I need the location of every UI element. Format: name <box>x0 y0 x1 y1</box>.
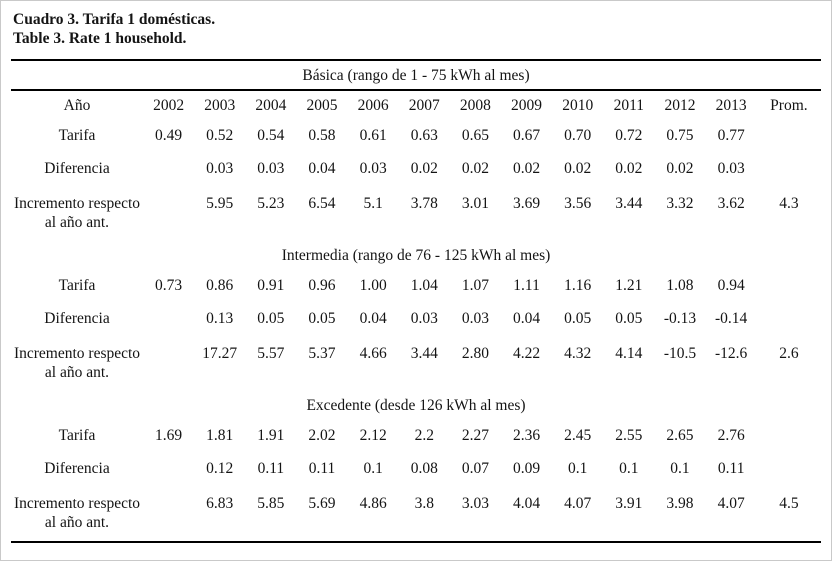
table-row <box>11 452 821 486</box>
year-column-header: 2007 <box>408 97 440 114</box>
cell-value <box>143 152 194 186</box>
cell-value: 3.03 <box>450 486 501 542</box>
cell-value: 4.04 <box>501 486 552 542</box>
cell-value: 1.07 <box>461 277 489 294</box>
cell-value: 0.58 <box>308 127 336 144</box>
cell-value: 0.02 <box>512 160 541 177</box>
table-row <box>11 152 821 186</box>
cell-value: 5.95 <box>206 195 234 212</box>
cell-value: 2.02 <box>308 427 336 444</box>
year-column-header: 2005 <box>306 97 338 114</box>
cell-value: 5.69 <box>296 486 347 542</box>
cell-value: 0.09 <box>512 460 541 477</box>
cell-value: 1.16 <box>564 277 592 294</box>
cell-value: 4.07 <box>552 486 603 542</box>
cell-value: 0.04 <box>512 310 541 327</box>
cell-value: 2.80 <box>461 345 489 362</box>
cell-value: 0.1 <box>568 460 588 477</box>
cell-value: 4.07 <box>706 486 757 542</box>
cell-value: 1.11 <box>513 277 540 294</box>
cell-value: 2.36 <box>512 427 541 444</box>
cell-value: 0.12 <box>206 460 234 477</box>
prom-value <box>757 152 821 186</box>
cell-value: 0.86 <box>206 277 234 294</box>
cell-value: 0.65 <box>461 127 489 144</box>
cell-value: 0.02 <box>615 160 643 177</box>
cell-value: 4.32 <box>564 345 592 362</box>
table-row <box>11 419 821 452</box>
table-row <box>11 336 821 391</box>
cell-value: 5.37 <box>308 345 336 362</box>
cell-value: 0.05 <box>615 310 643 327</box>
cell-value: 0.13 <box>206 310 234 327</box>
cell-value: 0.04 <box>308 160 336 177</box>
row-label: Tarifa <box>58 127 96 144</box>
table-row <box>11 119 821 152</box>
cell-value: 3.01 <box>461 195 489 212</box>
cell-value <box>143 186 194 241</box>
cell-value: 0.02 <box>461 160 489 177</box>
cell-value: 0.1 <box>619 460 639 477</box>
cell-value: 0.03 <box>410 310 438 327</box>
cell-value: 3.56 <box>564 195 592 212</box>
cell-value <box>143 486 194 542</box>
cell-value: 0.05 <box>257 310 285 327</box>
caption-english: Table 3. Rate 1 household. <box>13 30 187 47</box>
year-column-header: 2012 <box>664 97 696 114</box>
cell-value: 0.03 <box>257 160 285 177</box>
cell-value: 0.11 <box>257 460 285 477</box>
cell-value: 4.22 <box>512 345 541 362</box>
cell-value: 0.77 <box>717 127 745 144</box>
cell-value: 3.44 <box>615 195 643 212</box>
cell-value: -0.13 <box>663 310 697 327</box>
cell-value: 3.69 <box>512 195 541 212</box>
row-label: Tarifa <box>58 277 96 294</box>
cell-value: 0.63 <box>410 127 438 144</box>
cell-value: 0.72 <box>615 127 643 144</box>
cell-value: 0.70 <box>564 127 592 144</box>
prom-value: 4.5 <box>757 486 821 542</box>
cell-value: 1.00 <box>359 277 387 294</box>
prom-value <box>757 119 821 152</box>
cell-value: 4.14 <box>615 345 643 362</box>
cell-value: 0.02 <box>410 160 438 177</box>
year-header-row <box>11 90 821 119</box>
section-title: Básica (rango de 1 - 75 kWh al mes) <box>11 60 821 90</box>
cell-value: -12.6 <box>715 345 748 362</box>
prom-value: 2.6 <box>779 345 799 362</box>
cell-value: 17.27 <box>202 345 238 362</box>
cell-value: 2.65 <box>666 427 694 444</box>
section-header-row <box>11 391 821 419</box>
cell-value: 0.54 <box>257 127 285 144</box>
tariff-table <box>11 59 821 543</box>
cell-value: 0.03 <box>359 160 387 177</box>
year-column-header: 2010 <box>562 97 594 114</box>
cell-value: 2.12 <box>359 427 387 444</box>
cell-value: 0.05 <box>564 310 592 327</box>
cell-value: 1.04 <box>410 277 438 294</box>
cell-value: 0.75 <box>666 127 694 144</box>
cell-value: 0.11 <box>717 460 745 477</box>
cell-value: 1.08 <box>666 277 694 294</box>
cell-value: 0.91 <box>257 277 285 294</box>
cell-value: 2.76 <box>717 427 745 444</box>
cell-value <box>143 336 194 391</box>
cell-value: 5.85 <box>245 486 296 542</box>
cell-value: 4.66 <box>359 345 387 362</box>
table-row <box>11 186 821 241</box>
cell-value: 0.96 <box>308 277 336 294</box>
cell-value: 0.49 <box>155 127 183 144</box>
row-label: Diferencia <box>44 160 110 177</box>
row-label-column-header: Año <box>63 97 91 114</box>
cell-value: 0.03 <box>717 160 745 177</box>
cell-value: 0.07 <box>461 460 489 477</box>
cell-value: 3.8 <box>399 486 450 542</box>
cell-value: 3.98 <box>654 486 705 542</box>
table-caption <box>13 10 831 48</box>
cell-value: 0.1 <box>670 460 690 477</box>
section-header-row <box>11 60 821 90</box>
cell-value: -0.14 <box>715 310 748 327</box>
cell-value: 3.78 <box>410 195 438 212</box>
cell-value <box>143 302 194 336</box>
cell-value: 0.05 <box>308 310 336 327</box>
cell-value: 2.2 <box>414 427 434 444</box>
cell-value: 5.1 <box>363 195 383 212</box>
cell-value: 6.83 <box>194 486 245 542</box>
table-row <box>11 486 821 542</box>
cell-value: 0.67 <box>512 127 541 144</box>
row-label: Tarifa <box>58 427 96 444</box>
cell-value: 0.08 <box>410 460 438 477</box>
cell-value: 3.44 <box>410 345 438 362</box>
cell-value: 0.04 <box>359 310 387 327</box>
cell-value: 0.02 <box>666 160 694 177</box>
year-column-header: 2003 <box>204 97 236 114</box>
table-row <box>11 302 821 336</box>
year-column-header: 2009 <box>511 97 543 114</box>
table-row <box>11 269 821 302</box>
cell-value: 3.91 <box>603 486 654 542</box>
cell-value: 5.23 <box>257 195 285 212</box>
section-header-row <box>11 241 821 269</box>
cell-value: 0.61 <box>359 127 387 144</box>
year-column-header: 2011 <box>613 97 645 114</box>
prom-value <box>757 302 821 336</box>
prom-value: 4.3 <box>779 195 799 212</box>
row-label: Diferencia <box>44 310 110 327</box>
cell-value: 2.27 <box>461 427 489 444</box>
year-column-header: 2006 <box>357 97 389 114</box>
prom-value <box>757 419 821 452</box>
cell-value: -10.5 <box>663 345 697 362</box>
cell-value: 0.73 <box>155 277 183 294</box>
cell-value: 0.03 <box>461 310 489 327</box>
cell-value: 0.1 <box>363 460 383 477</box>
year-column-header: 2002 <box>153 97 185 114</box>
year-column-header: 2004 <box>255 97 287 114</box>
prom-value <box>757 269 821 302</box>
cell-value: 0.03 <box>206 160 234 177</box>
cell-value: 3.32 <box>666 195 694 212</box>
cell-value: 1.21 <box>615 277 643 294</box>
cell-value <box>143 452 194 486</box>
caption-spanish: Cuadro 3. Tarifa 1 domésticas. <box>13 11 216 28</box>
cell-value: 0.11 <box>308 460 336 477</box>
cell-value: 0.02 <box>564 160 592 177</box>
cell-value: 1.91 <box>257 427 285 444</box>
cell-value: 0.94 <box>717 277 745 294</box>
cell-value: 5.57 <box>257 345 285 362</box>
section-title: Excedente (desde 126 kWh al mes) <box>306 397 526 414</box>
row-label: Diferencia <box>44 460 110 477</box>
row-label: Incremento respecto al año ant. <box>13 345 141 381</box>
prom-value <box>757 452 821 486</box>
row-label: Incremento respecto al año ant. <box>11 486 143 542</box>
row-label: Incremento respecto al año ant. <box>13 195 141 231</box>
year-column-header: 2013 <box>715 97 747 114</box>
cell-value: 2.55 <box>615 427 643 444</box>
cell-value: 4.86 <box>348 486 399 542</box>
year-column-header: 2008 <box>459 97 491 114</box>
cell-value: 1.81 <box>206 427 234 444</box>
cell-value: 2.45 <box>564 427 592 444</box>
cell-value: 0.52 <box>206 127 234 144</box>
prom-column-header: Prom. <box>770 97 808 114</box>
section-title: Intermedia (rango de 76 - 125 kWh al mes) <box>281 247 551 264</box>
cell-value: 6.54 <box>308 195 336 212</box>
cell-value: 1.69 <box>155 427 183 444</box>
cell-value: 3.62 <box>717 195 745 212</box>
